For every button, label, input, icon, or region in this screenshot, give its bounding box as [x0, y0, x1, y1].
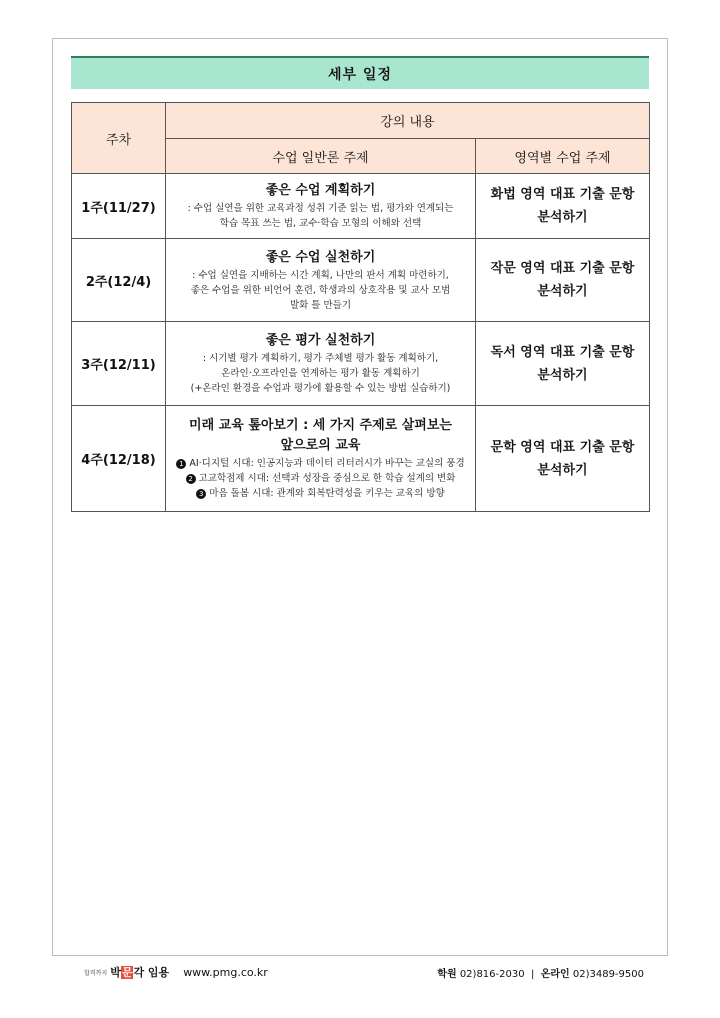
topic-title: 좋은 평가 실천하기: [265, 333, 376, 348]
general-topic-cell: [166, 174, 476, 239]
number-badge: 1: [176, 459, 186, 469]
table-row: [72, 174, 650, 239]
website-link[interactable]: www.pmg.co.kr: [183, 965, 268, 979]
table-row: [72, 406, 650, 512]
week-cell: 2주(12/4): [72, 239, 166, 322]
topic-desc-line: : 시기별 평가 계획하기, 평가 주체별 평가 활동 계획하기,: [202, 353, 439, 364]
logo-text: [110, 964, 169, 980]
area-topic-line: 분석하기: [537, 284, 588, 299]
general-topic-cell: [166, 239, 476, 322]
academy-label: 학원: [437, 968, 457, 980]
online-label: 온라인: [540, 968, 570, 980]
area-topic-line: 분석하기: [537, 367, 588, 383]
number-badge: 3: [196, 489, 206, 499]
header-week: 주차: [72, 103, 166, 174]
header-general-topic: 수업 일반론 주제: [166, 139, 476, 174]
online-phone: 02)3489-9500: [572, 968, 644, 980]
topic-title: 좋은 수업 계획하기: [265, 183, 376, 198]
table-row: [72, 322, 650, 406]
area-topic-line: 독서 영역 대표 기출 문항: [490, 344, 635, 360]
header-content: 강의 내용: [166, 103, 650, 139]
contact-info: [437, 965, 644, 980]
schedule-table: [71, 102, 650, 512]
logo-text-part: 각 임용: [133, 966, 170, 979]
topic-desc-line: : 수업 실연을 지배하는 시간 계획, 나만의 판서 계획 마련하기,: [192, 269, 449, 281]
table-row: [72, 239, 650, 322]
brand-logo: [84, 964, 169, 980]
area-topic-line: 분석하기: [537, 210, 588, 225]
area-topic-cell: [476, 239, 650, 322]
logo-highlight: 문: [121, 966, 133, 979]
topic-title: 좋은 수업 실천하기: [265, 249, 376, 265]
area-topic-line: 화법 영역 대표 기출 문항: [490, 187, 635, 202]
topic-title: 미래 교육 톺아보기 : 세 가지 주제로 살펴보는: [189, 418, 452, 433]
area-topic-cell: [476, 406, 650, 512]
area-topic-line: 작문 영역 대표 기출 문항: [490, 261, 635, 276]
area-topic-cell: [476, 322, 650, 406]
header-area-topic: 영역별 수업 주제: [476, 139, 650, 174]
list-item-text: 마음 돌봄 시대: 관계와 회복탄력성을 키우는 교육의 방향: [209, 488, 445, 499]
topic-title: 앞으로의 교육: [280, 438, 361, 453]
topic-desc-line: 좋은 수업을 위한 비언어 훈련, 학생과의 상호작용 및 교사 모범: [190, 284, 451, 296]
contact-separator: |: [530, 968, 535, 980]
number-badge: 2: [186, 474, 196, 484]
topic-desc-line: 학습 목표 쓰는 법, 교수·학습 모형의 이해와 선택: [219, 218, 422, 229]
academy-phone: 02)816-2030: [459, 968, 525, 980]
topic-desc-line: 발화 틀 만들기: [289, 299, 352, 311]
general-topic-cell: [166, 406, 476, 512]
area-topic-line: 분석하기: [537, 462, 588, 478]
list-item: [166, 471, 475, 486]
topic-desc-line: 온라인·오프라인을 연계하는 평가 활동 계획하기: [221, 368, 420, 379]
list-item: [166, 486, 475, 501]
week-cell: 4주(12/18): [72, 406, 166, 512]
list-item-text: AI·디지털 시대: 인공지능과 데이터 리터러시가 바꾸는 교실의 풍경: [189, 458, 465, 469]
list-item: [166, 456, 475, 471]
topic-desc-line: : 수업 실연을 위한 교육과정 성취 기준 읽는 법, 평가와 연계되는: [187, 203, 454, 214]
topic-desc-line: (+온라인 환경을 수업과 평가에 활용할 수 있는 방법 실습하기): [190, 383, 451, 394]
area-topic-line: 문학 영역 대표 기출 문항: [490, 439, 635, 455]
banner-title: 세부 일정: [328, 66, 392, 83]
week-cell: 3주(12/11): [72, 322, 166, 406]
week-cell: 1주(11/27): [72, 174, 166, 239]
area-topic-cell: [476, 174, 650, 239]
logo-tagline: 합격까지: [84, 969, 108, 977]
list-item-text: 고교학점제 시대: 선택과 성장을 중심으로 한 학습 설계의 변화: [198, 473, 456, 484]
general-topic-cell: [166, 322, 476, 406]
section-banner: [71, 56, 649, 89]
page-footer: [84, 962, 644, 982]
logo-text-part: 박: [110, 966, 121, 979]
